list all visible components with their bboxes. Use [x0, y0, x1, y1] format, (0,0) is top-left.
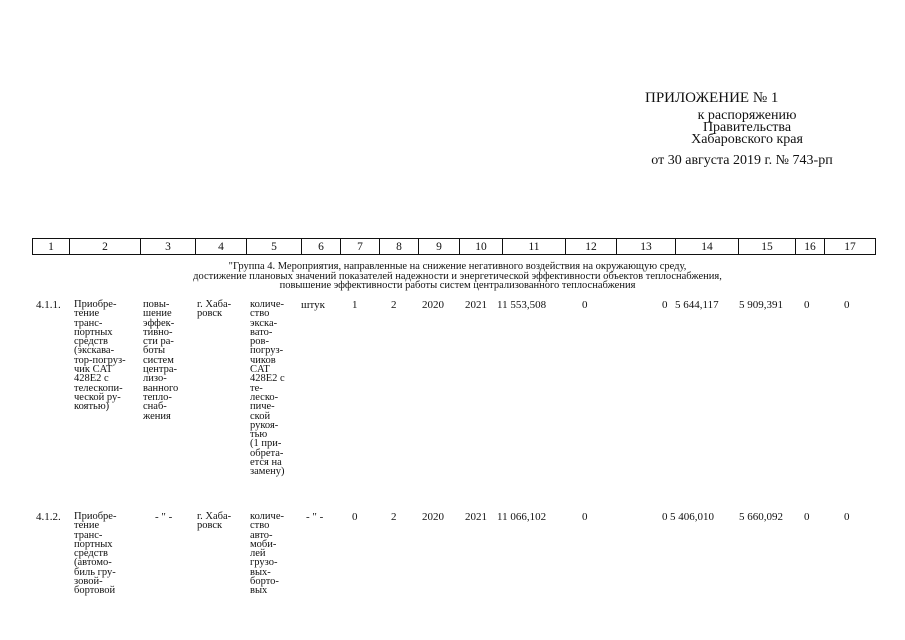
header-line-3: Хабаровского края — [691, 132, 803, 147]
cell-c7: 1 — [352, 299, 358, 311]
col-number: 15 — [739, 239, 796, 255]
col-number: 3 — [141, 239, 196, 255]
cell-c16: 0 — [804, 299, 810, 311]
col-number: 14 — [676, 239, 739, 255]
col-number: 5 — [247, 239, 302, 255]
col-number: 7 — [341, 239, 380, 255]
cell-c8: 2 — [391, 511, 397, 523]
col-number: 1 — [33, 239, 70, 255]
col-number: 13 — [617, 239, 676, 255]
row-number: 4.1.1. — [36, 299, 61, 311]
cell-c11: 11 553,508 — [497, 299, 547, 311]
col-number: 4 — [196, 239, 247, 255]
cell-c10: 2021 — [465, 511, 487, 523]
col-number: 10 — [460, 239, 503, 255]
cell-c7: 0 — [352, 511, 358, 523]
header-line-4: от 30 августа 2019 г. № 743-рп — [651, 153, 833, 168]
item-purpose: повы- шение эффек- тивно- сти ра- боты систем центра- лизо- ванного тепло- снаб- жения — [143, 299, 179, 422]
column-number-row — [32, 238, 876, 255]
group-title-line: повышение эффективности работы систем централизованного теплоснабжения — [279, 280, 636, 291]
cell-c14: 5 406,010 — [670, 511, 714, 523]
col-number: 17 — [825, 239, 876, 255]
item-purpose: - " - — [155, 511, 173, 523]
group-title-line: достижение плановых значений показателей надежности и энергетической эффективности объектов теплоснабжения, — [193, 270, 722, 282]
item-place: г. Хаба- ровск — [197, 299, 232, 320]
item-indicator: количе- ство экска- вато- ров- погруз- чиков CAT 428E2 с те- леско- пиче- ской рукоя- тью (1 при- обрета- ется на замену) — [250, 299, 285, 478]
item-indicator: количе- ство авто- моби- лей грузо- вых- борто- вых — [250, 511, 284, 597]
cell-c17: 0 — [844, 511, 850, 523]
item-unit: штук — [301, 299, 325, 311]
cell-c8: 2 — [391, 299, 397, 311]
cell-c10: 2021 — [465, 299, 487, 311]
cell-c11: 11 066,102 — [497, 511, 547, 523]
item-unit: - " - — [306, 511, 324, 523]
header-line-2: Правительства — [702, 120, 792, 135]
row-number: 4.1.2. — [36, 511, 61, 523]
cell-c17: 0 — [844, 299, 850, 311]
appendix-title: ПРИЛОЖЕНИЕ № 1 — [645, 90, 779, 106]
cell-c15: 5 660,092 — [739, 511, 783, 523]
col-number: 2 — [70, 239, 141, 255]
cell-c13: 0 — [662, 299, 668, 311]
item-place: г. Хаба- ровск — [197, 511, 232, 532]
col-number: 6 — [302, 239, 341, 255]
item-name: Приобре- тение транс- портных средств (автомо- биль гру- зовой- бортовой — [74, 511, 117, 597]
col-number: 9 — [419, 239, 460, 255]
cell-c9: 2020 — [422, 511, 444, 523]
cell-c12: 0 — [582, 511, 588, 523]
cell-c15: 5 909,391 — [739, 299, 783, 311]
col-number: 11 — [503, 239, 566, 255]
cell-c13: 0 — [662, 511, 668, 523]
header-line-1: к распоряжению — [697, 108, 797, 123]
group-title — [60, 262, 855, 291]
cell-c14: 5 644,117 — [675, 299, 719, 311]
group-title-line: "Группа 4. Мероприятия, направленные на снижение негативного воздействия на окружающую среду, — [228, 261, 687, 272]
col-number: 16 — [796, 239, 825, 255]
item-name: Приобре- тение транс- портных средств (экскава- тор-погруз- чик CAT 428E2 с телескопи- ческой ру- коятью) — [74, 299, 126, 413]
cell-c16: 0 — [804, 511, 810, 523]
cell-c12: 0 — [582, 299, 588, 311]
col-number: 12 — [566, 239, 617, 255]
cell-c9: 2020 — [422, 299, 444, 311]
col-number: 8 — [380, 239, 419, 255]
